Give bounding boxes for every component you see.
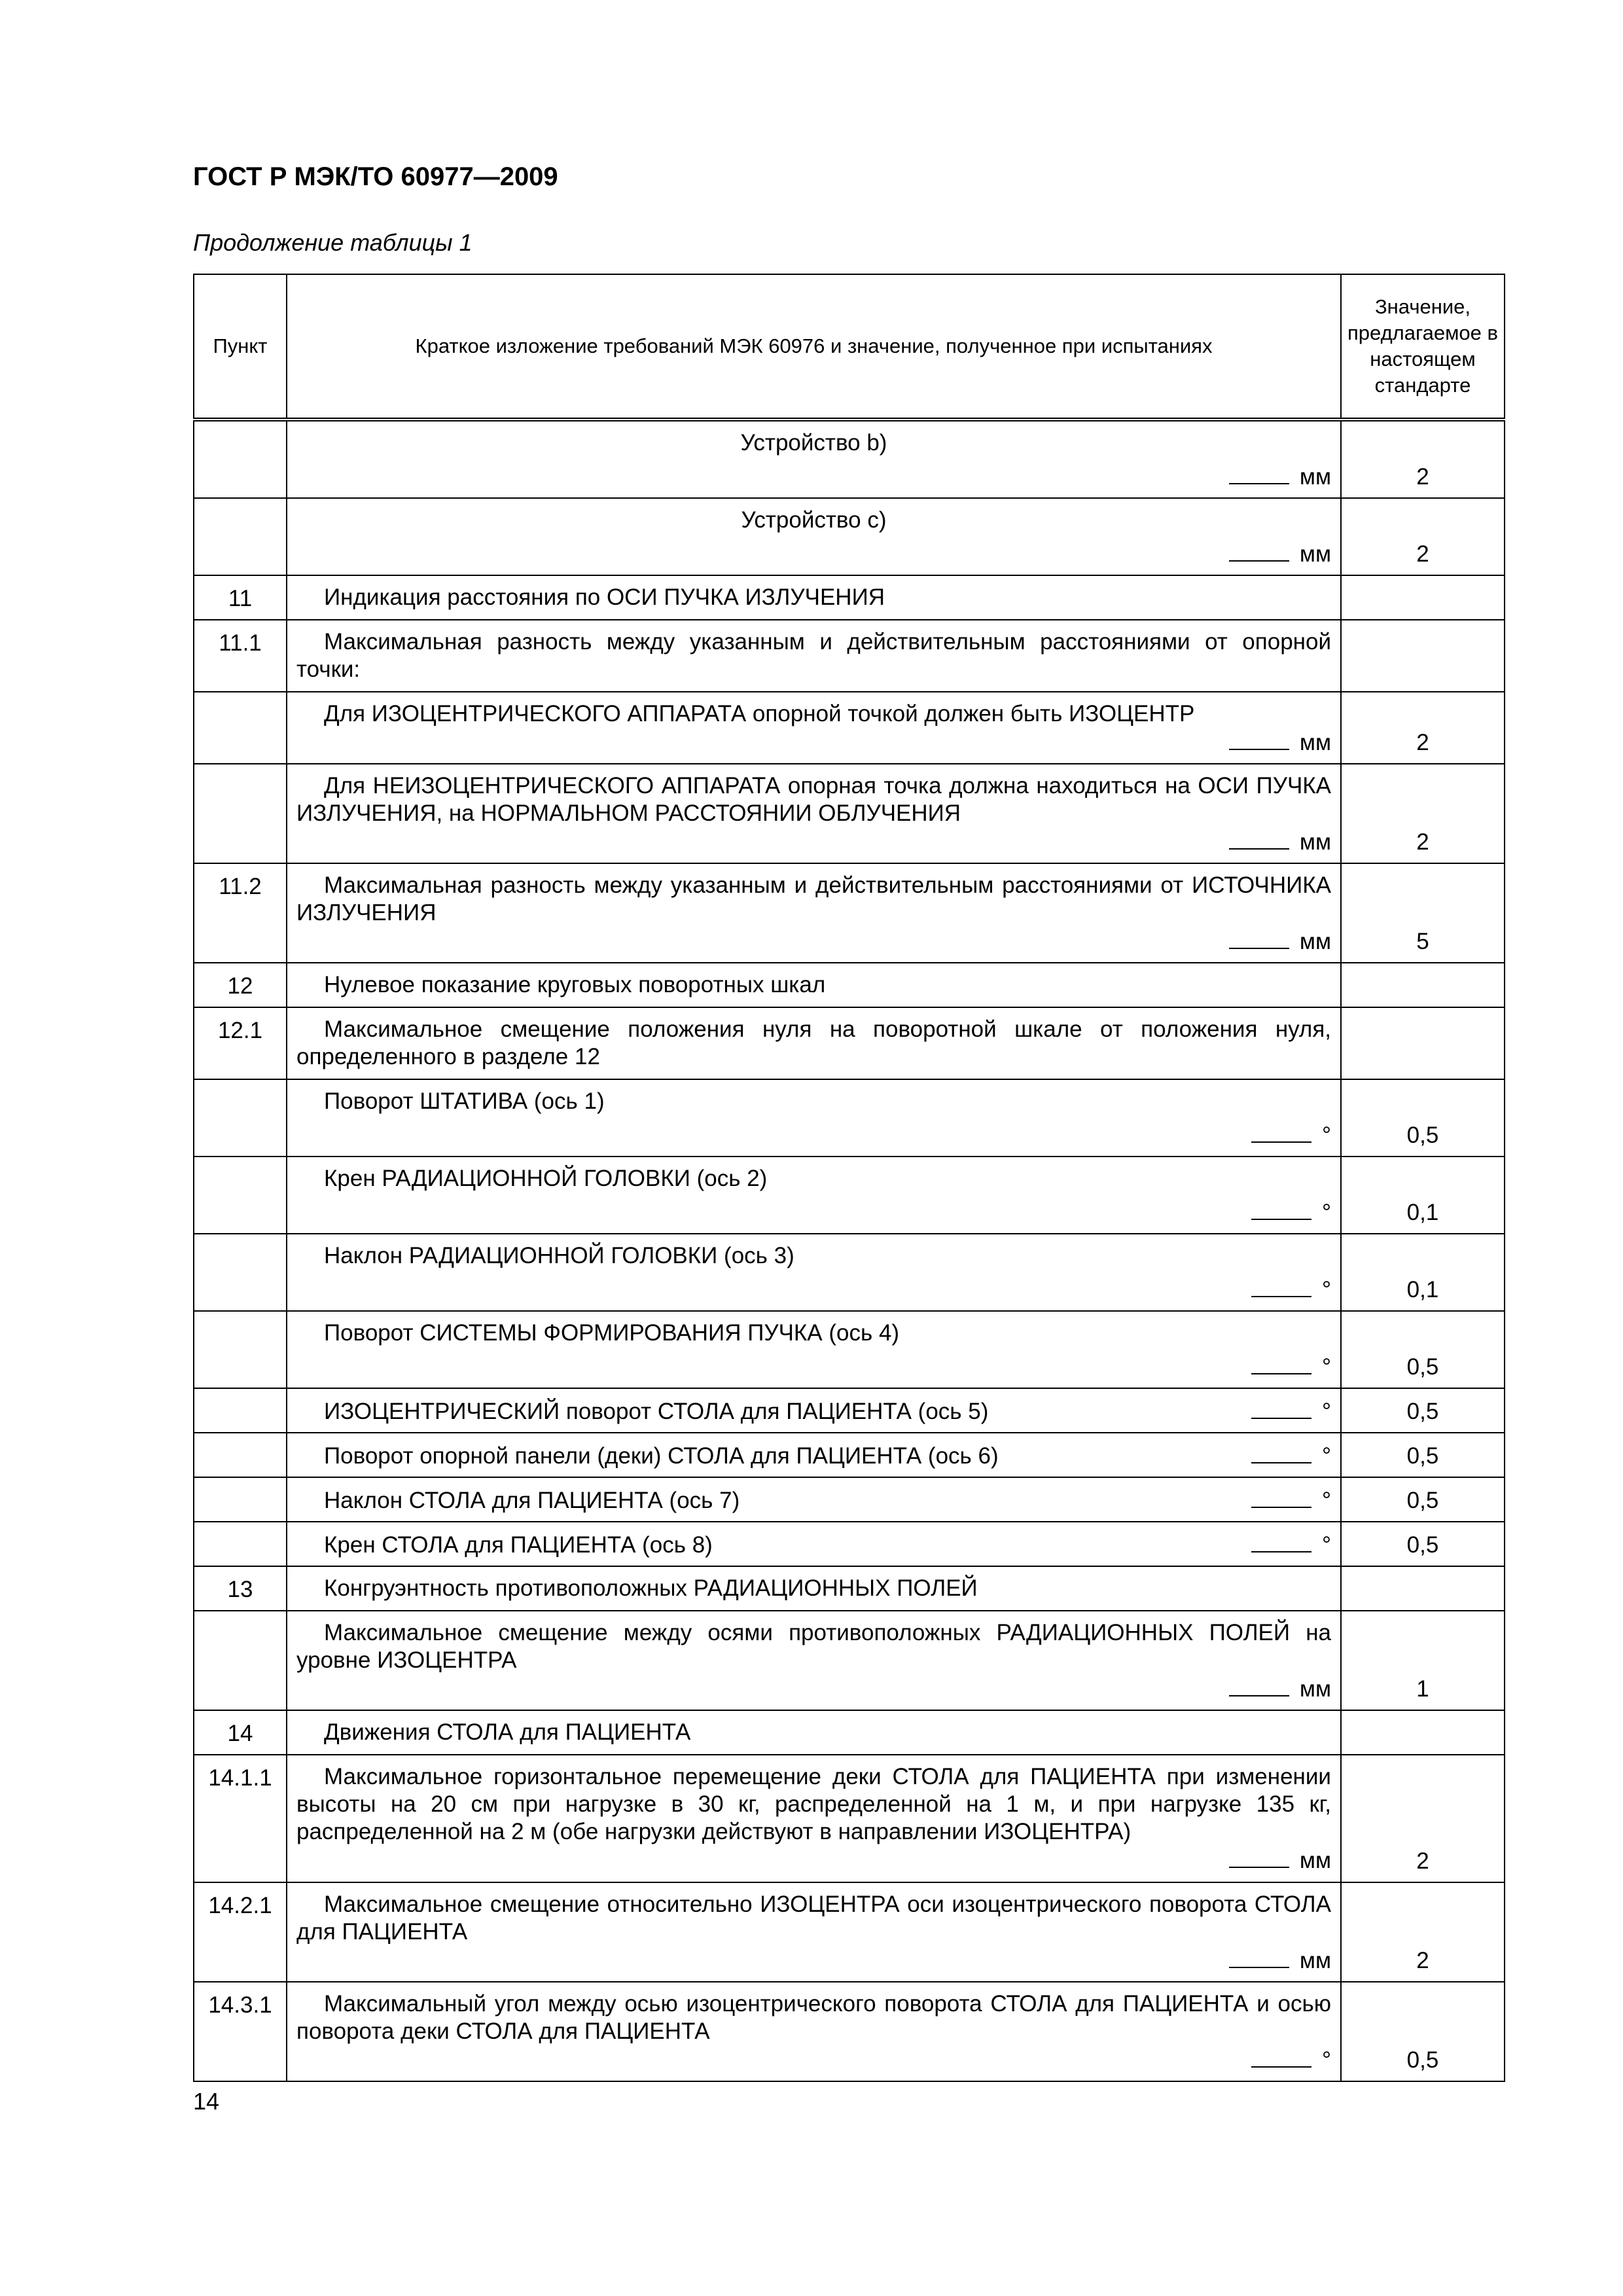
unit: °: [1322, 1354, 1331, 1380]
value-cell: [1341, 575, 1505, 620]
requirements-table: [193, 274, 1505, 2082]
unit: °: [1322, 1277, 1331, 1302]
table-row: [194, 1007, 1505, 1079]
blank-line: [1229, 462, 1289, 484]
requirement-cell: [287, 1982, 1341, 2081]
unit: °: [1322, 1532, 1331, 1558]
table-row: [194, 1611, 1505, 1710]
unit: °: [1322, 1200, 1331, 1225]
unit: мм: [1299, 1676, 1331, 1702]
requirement-text: Нулевое показание круговых поворотных шкал: [324, 972, 826, 997]
value-cell: 0,5: [1341, 1079, 1505, 1157]
unit: мм: [1299, 829, 1331, 855]
unit: °: [1322, 1122, 1331, 1148]
table-row: [194, 1433, 1505, 1477]
requirement-text: Максимальный угол между осью изоцентрического поворота СТОЛА для ПАЦИЕНТА и осью поворота деки СТОЛА для ПАЦИЕНТА: [296, 1991, 1331, 2044]
value-cell: 2: [1341, 1755, 1505, 1882]
unit: °: [1322, 1488, 1331, 1513]
requirement-cell: [287, 575, 1341, 620]
requirement-cell: [287, 1755, 1341, 1882]
requirement-text: Крен СТОЛА для ПАЦИЕНТА (ось 8): [324, 1532, 713, 1558]
blank-line: [1251, 1486, 1311, 1508]
requirement-cell: [287, 498, 1341, 575]
blank-line: [1229, 927, 1289, 949]
item-number: [194, 692, 287, 764]
blank-line: [1251, 1530, 1311, 1552]
table-row: [194, 764, 1505, 863]
unit: мм: [1299, 464, 1331, 490]
blank-line: [1229, 539, 1289, 562]
requirement-cell: [287, 963, 1341, 1007]
blank-line: [1251, 1198, 1311, 1220]
requirement-text: Наклон РАДИАЦИОННОЙ ГОЛОВКИ (ось 3): [324, 1243, 794, 1268]
requirement-text: Устройство c): [741, 507, 887, 533]
requirement-cell: [287, 1611, 1341, 1710]
unit: °: [1322, 2047, 1331, 2073]
item-number: [194, 1433, 287, 1477]
table-row: [194, 863, 1505, 963]
requirement-text: Конгруэнтность противоположных РАДИАЦИОННЫХ ПОЛЕЙ: [324, 1575, 978, 1601]
blank-line: [1229, 827, 1289, 850]
item-number: [194, 1611, 287, 1710]
value-cell: 0,5: [1341, 1433, 1505, 1477]
header-value: Значение, предлагаемое в настоящем стандарте: [1341, 274, 1505, 420]
requirement-text: ИЗОЦЕНТРИЧЕСКИЙ поворот СТОЛА для ПАЦИЕНТА (ось 5): [324, 1399, 989, 1424]
value-cell: 0,1: [1341, 1157, 1505, 1234]
requirement-cell: [287, 764, 1341, 863]
table-row: [194, 1234, 1505, 1311]
unit: °: [1322, 1399, 1331, 1424]
table-row: [194, 420, 1505, 498]
item-number: 11.1: [194, 620, 287, 692]
unit: мм: [1299, 929, 1331, 954]
value-cell: [1341, 1007, 1505, 1079]
value-cell: [1341, 1566, 1505, 1611]
requirement-cell: [287, 420, 1341, 498]
requirement-text: Максимальная разность между указанным и действительным расстояниями от ИСТОЧНИКА ИЗЛУЧЕНИЯ: [296, 872, 1331, 925]
unit: мм: [1299, 541, 1331, 567]
requirement-text: Движения СТОЛА для ПАЦИЕНТА: [324, 1719, 691, 1745]
page-number: 14: [193, 2088, 220, 2115]
table-row: [194, 498, 1505, 575]
table-row: [194, 1710, 1505, 1755]
blank-line: [1251, 1441, 1311, 1463]
requirement-cell: [287, 1566, 1341, 1611]
value-cell: 2: [1341, 692, 1505, 764]
requirement-text: Поворот ШТАТИВА (ось 1): [324, 1088, 605, 1114]
table-body: [194, 420, 1505, 2081]
requirement-cell: [287, 1388, 1341, 1433]
requirement-text: Для ИЗОЦЕНТРИЧЕСКОГО АППАРАТА опорной точкой должен быть ИЗОЦЕНТР: [324, 701, 1195, 726]
requirement-text: Наклон СТОЛА для ПАЦИЕНТА (ось 7): [324, 1488, 740, 1513]
requirement-text: Поворот опорной панели (деки) СТОЛА для ПАЦИЕНТА (ось 6): [324, 1443, 999, 1469]
table-row: [194, 1388, 1505, 1433]
table-row: [194, 1566, 1505, 1611]
value-cell: 2: [1341, 764, 1505, 863]
item-number: [194, 1311, 287, 1388]
value-cell: 0,1: [1341, 1234, 1505, 1311]
blank-line: [1229, 1846, 1289, 1868]
blank-line: [1251, 1397, 1311, 1419]
unit: мм: [1299, 730, 1331, 755]
requirement-cell: [287, 692, 1341, 764]
requirement-cell: [287, 1710, 1341, 1755]
blank-line: [1251, 1275, 1311, 1297]
value-cell: 0,5: [1341, 1311, 1505, 1388]
document-code: ГОСТ Р МЭК/ТО 60977—2009: [193, 162, 558, 191]
table-row: [194, 692, 1505, 764]
requirement-cell: [287, 1522, 1341, 1566]
item-number: 14.3.1: [194, 1982, 287, 2081]
requirement-text: Поворот СИСТЕМЫ ФОРМИРОВАНИЯ ПУЧКА (ось 4): [324, 1320, 900, 1346]
requirement-text: Максимальное горизонтальное перемещение деки СТОЛА для ПАЦИЕНТА при изменении высоты на 20 см при нагрузке в 30 кг, распределенной на 1 м, и при нагрузке 135 кг, распределенной на 2 м (обе нагрузки действуют в направлении ИЗОЦЕНТРА): [296, 1764, 1331, 1844]
unit: °: [1322, 1443, 1331, 1469]
requirement-text: Максимальное смещение положения нуля на поворотной шкале от положения нуля, определенного в разделе 12: [296, 1016, 1331, 1069]
table-row: [194, 620, 1505, 692]
requirement-text: Для НЕИЗОЦЕНТРИЧЕСКОГО АППАРАТА опорная точка должна находиться на ОСИ ПУЧКА ИЗЛУЧЕНИЯ, на НОРМАЛЬНОМ РАССТОЯНИИ ОБЛУЧЕНИЯ: [296, 773, 1331, 826]
requirement-cell: [287, 1007, 1341, 1079]
value-cell: 0,5: [1341, 1388, 1505, 1433]
item-number: 11: [194, 575, 287, 620]
item-number: 12.1: [194, 1007, 287, 1079]
value-cell: 0,5: [1341, 1522, 1505, 1566]
value-cell: 2: [1341, 420, 1505, 498]
table-row: [194, 1522, 1505, 1566]
value-cell: 0,5: [1341, 1477, 1505, 1522]
value-cell: [1341, 963, 1505, 1007]
requirement-cell: [287, 1477, 1341, 1522]
header-requirement: Краткое изложение требований МЭК 60976 и значение, полученное при испытаниях: [287, 274, 1341, 420]
item-number: 13: [194, 1566, 287, 1611]
requirement-text: Максимальная разность между указанным и действительным расстояниями от опорной точки:: [296, 629, 1331, 682]
table-row: [194, 575, 1505, 620]
table-header-row: [194, 274, 1505, 420]
table-row: [194, 1982, 1505, 2081]
requirement-cell: [287, 1234, 1341, 1311]
table-row: [194, 1755, 1505, 1882]
value-cell: 0,5: [1341, 1982, 1505, 2081]
item-number: [194, 1522, 287, 1566]
item-number: [194, 498, 287, 575]
value-cell: 1: [1341, 1611, 1505, 1710]
item-number: 14: [194, 1710, 287, 1755]
blank-line: [1251, 1352, 1311, 1374]
requirement-text: Максимальное смещение между осями противоположных РАДИАЦИОННЫХ ПОЛЕЙ на уровне ИЗОЦЕНТРА: [296, 1620, 1331, 1673]
value-cell: 2: [1341, 498, 1505, 575]
table-row: [194, 1079, 1505, 1157]
requirement-text: Крен РАДИАЦИОННОЙ ГОЛОВКИ (ось 2): [324, 1166, 768, 1191]
item-number: [194, 420, 287, 498]
item-number: [194, 1079, 287, 1157]
requirement-text: Устройство b): [740, 430, 887, 456]
requirement-text: Максимальное смещение относительно ИЗОЦЕНТРА оси изоцентрического поворота СТОЛА для ПАЦИЕНТА: [296, 1892, 1331, 1945]
table-row: [194, 1311, 1505, 1388]
requirement-cell: [287, 620, 1341, 692]
table-row: [194, 963, 1505, 1007]
requirement-cell: [287, 1157, 1341, 1234]
requirement-text: Индикация расстояния по ОСИ ПУЧКА ИЗЛУЧЕНИЯ: [324, 584, 885, 610]
value-cell: 2: [1341, 1882, 1505, 1982]
blank-line: [1251, 1121, 1311, 1143]
blank-line: [1229, 1674, 1289, 1696]
table-row: [194, 1157, 1505, 1234]
table-row: [194, 1477, 1505, 1522]
table-caption: Продолжение таблицы 1: [193, 229, 473, 256]
item-number: 12: [194, 963, 287, 1007]
value-cell: [1341, 1710, 1505, 1755]
item-number: 11.2: [194, 863, 287, 963]
item-number: [194, 764, 287, 863]
unit: мм: [1299, 1948, 1331, 1973]
requirement-cell: [287, 1433, 1341, 1477]
requirement-cell: [287, 863, 1341, 963]
blank-line: [1229, 1946, 1289, 1968]
item-number: [194, 1234, 287, 1311]
requirement-cell: [287, 1882, 1341, 1982]
unit: мм: [1299, 1848, 1331, 1873]
value-cell: [1341, 620, 1505, 692]
item-number: 14.1.1: [194, 1755, 287, 1882]
item-number: [194, 1388, 287, 1433]
blank-line: [1251, 2045, 1311, 2068]
requirement-cell: [287, 1311, 1341, 1388]
header-item: Пункт: [194, 274, 287, 420]
item-number: [194, 1157, 287, 1234]
value-cell: 5: [1341, 863, 1505, 963]
requirement-cell: [287, 1079, 1341, 1157]
item-number: 14.2.1: [194, 1882, 287, 1982]
item-number: [194, 1477, 287, 1522]
table-row: [194, 1882, 1505, 1982]
blank-line: [1229, 728, 1289, 750]
